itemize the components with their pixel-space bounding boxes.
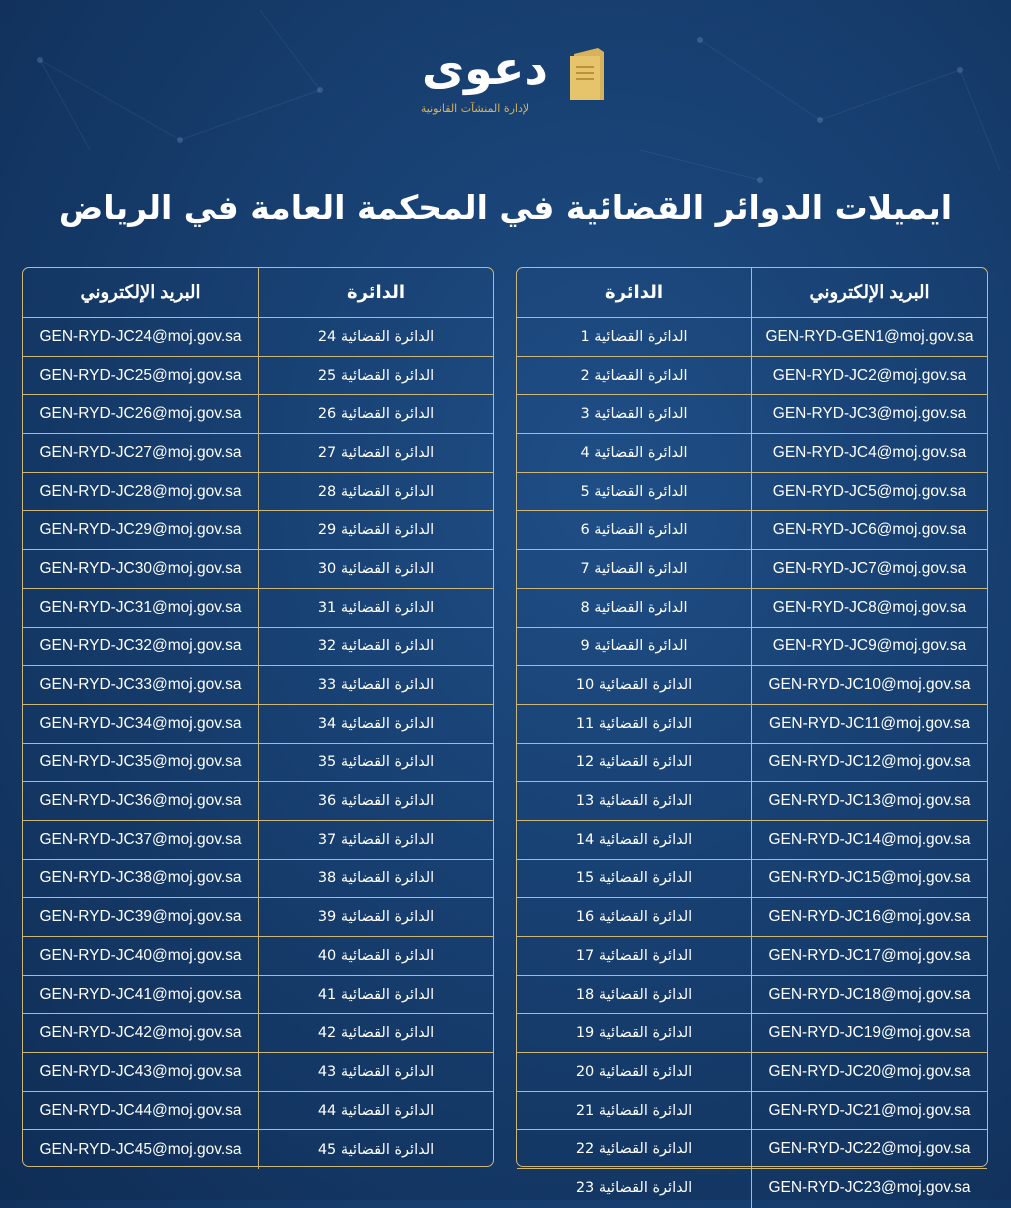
email-cell: GEN-RYD-JC42@moj.gov.sa [23, 1014, 259, 1052]
table-row [517, 976, 987, 1015]
table-row [517, 511, 987, 550]
email-cell: GEN-RYD-JC17@moj.gov.sa [751, 937, 987, 975]
table-row [517, 937, 987, 976]
book-icon [568, 44, 610, 102]
table-row [23, 821, 493, 860]
email-cell: GEN-RYD-JC25@moj.gov.sa [23, 357, 259, 395]
email-column-header: البريد الإلكتروني [23, 268, 259, 317]
circle-cell: الدائرة القضائية 3 [580, 406, 688, 423]
email-cell: GEN-RYD-JC32@moj.gov.sa [23, 628, 259, 666]
email-cell: GEN-RYD-JC27@moj.gov.sa [23, 434, 259, 472]
circle-cell: الدائرة القضائية 39 [317, 909, 435, 926]
table-row [517, 782, 987, 821]
table-row [23, 898, 493, 937]
table-row [517, 744, 987, 783]
emails-table-left [22, 267, 494, 1167]
email-cell: GEN-RYD-JC7@moj.gov.sa [751, 550, 987, 588]
circle-column-header: الدائرة [346, 282, 406, 303]
table-row [23, 1053, 493, 1092]
circle-cell: الدائرة القضائية 31 [317, 599, 435, 616]
email-cell: GEN-RYD-JC36@moj.gov.sa [23, 782, 259, 820]
table-row [517, 357, 987, 396]
email-cell: GEN-RYD-JC22@moj.gov.sa [751, 1130, 987, 1168]
circle-cell: الدائرة القضائية 2 [580, 367, 688, 384]
table-row [517, 666, 987, 705]
table-row [23, 318, 493, 357]
email-cell: GEN-RYD-GEN1@moj.gov.sa [751, 318, 987, 356]
circle-column-header: الدائرة [604, 282, 664, 303]
table-row [23, 550, 493, 589]
table-row [517, 473, 987, 512]
email-cell: GEN-RYD-JC31@moj.gov.sa [23, 589, 259, 627]
table-row [23, 511, 493, 550]
email-cell: GEN-RYD-JC37@moj.gov.sa [23, 821, 259, 859]
circle-cell: الدائرة القضائية 43 [317, 1063, 435, 1080]
circle-cell: الدائرة القضائية 23 [575, 1180, 693, 1197]
email-cell: GEN-RYD-JC40@moj.gov.sa [23, 937, 259, 975]
circle-cell: الدائرة القضائية 42 [317, 1025, 435, 1042]
table-row [23, 434, 493, 473]
email-cell: GEN-RYD-JC15@moj.gov.sa [751, 860, 987, 898]
email-cell: GEN-RYD-JC12@moj.gov.sa [751, 744, 987, 782]
circle-cell: الدائرة القضائية 28 [317, 483, 435, 500]
table-row [517, 705, 987, 744]
page-title: ايميلات الدوائر القضائية في المحكمة العامة في الرياض [58, 188, 953, 227]
table-row [23, 395, 493, 434]
table-row [517, 628, 987, 667]
email-cell: GEN-RYD-JC13@moj.gov.sa [751, 782, 987, 820]
table-row [517, 821, 987, 860]
table-row [23, 628, 493, 667]
circle-cell: الدائرة القضائية 9 [580, 638, 688, 655]
circle-cell: الدائرة القضائية 15 [575, 870, 693, 887]
email-cell: GEN-RYD-JC26@moj.gov.sa [23, 395, 259, 433]
circle-cell: الدائرة القضائية 34 [317, 715, 435, 732]
table-row [517, 1169, 987, 1208]
table-row [517, 1053, 987, 1092]
table-row [517, 434, 987, 473]
email-cell: GEN-RYD-JC6@moj.gov.sa [751, 511, 987, 549]
circle-cell: الدائرة القضائية 40 [317, 947, 435, 964]
circle-cell: الدائرة القضائية 25 [317, 367, 435, 384]
email-cell: GEN-RYD-JC21@moj.gov.sa [751, 1092, 987, 1130]
table-row [517, 1014, 987, 1053]
table-row [517, 1092, 987, 1131]
table-row [23, 357, 493, 396]
circle-cell: الدائرة القضائية 44 [317, 1102, 435, 1119]
circle-cell: الدائرة القضائية 13 [575, 793, 693, 810]
email-cell: GEN-RYD-JC23@moj.gov.sa [751, 1169, 987, 1208]
circle-cell: الدائرة القضائية 1 [580, 328, 688, 345]
email-cell: GEN-RYD-JC16@moj.gov.sa [751, 898, 987, 936]
email-cell: GEN-RYD-JC35@moj.gov.sa [23, 744, 259, 782]
table-row [23, 782, 493, 821]
email-cell: GEN-RYD-JC20@moj.gov.sa [751, 1053, 987, 1091]
email-cell: GEN-RYD-JC18@moj.gov.sa [751, 976, 987, 1014]
circle-cell: الدائرة القضائية 20 [575, 1063, 693, 1080]
circle-cell: الدائرة القضائية 8 [580, 599, 688, 616]
email-cell: GEN-RYD-JC11@moj.gov.sa [751, 705, 987, 743]
email-cell: GEN-RYD-JC3@moj.gov.sa [751, 395, 987, 433]
email-cell: GEN-RYD-JC5@moj.gov.sa [751, 473, 987, 511]
table-row [517, 318, 987, 357]
circle-cell: الدائرة القضائية 37 [317, 831, 435, 848]
circle-cell: الدائرة القضائية 45 [317, 1141, 435, 1158]
emails-table-right [516, 267, 988, 1197]
circle-cell: الدائرة القضائية 11 [575, 715, 693, 732]
circle-cell: الدائرة القضائية 19 [575, 1025, 693, 1042]
email-cell: GEN-RYD-JC45@moj.gov.sa [23, 1130, 259, 1169]
logo-wordmark: دعوى [421, 41, 549, 95]
circle-cell: الدائرة القضائية 5 [580, 483, 688, 500]
email-cell: GEN-RYD-JC44@moj.gov.sa [23, 1092, 259, 1130]
table-row [23, 1130, 493, 1169]
circle-cell: الدائرة القضائية 6 [580, 522, 688, 539]
circle-cell: الدائرة القضائية 7 [580, 560, 688, 577]
circle-cell: الدائرة القضائية 33 [317, 677, 435, 694]
table-row [517, 550, 987, 589]
circle-cell: الدائرة القضائية 32 [317, 638, 435, 655]
circle-cell: الدائرة القضائية 41 [317, 986, 435, 1003]
email-cell: GEN-RYD-JC38@moj.gov.sa [23, 860, 259, 898]
circle-cell: الدائرة القضائية 21 [575, 1102, 693, 1119]
email-cell: GEN-RYD-JC28@moj.gov.sa [23, 473, 259, 511]
table-row [23, 1014, 493, 1053]
circle-cell: الدائرة القضائية 14 [575, 831, 693, 848]
email-cell: GEN-RYD-JC19@moj.gov.sa [751, 1014, 987, 1052]
email-cell: GEN-RYD-JC30@moj.gov.sa [23, 550, 259, 588]
logo [410, 38, 610, 120]
circle-cell: الدائرة القضائية 16 [575, 909, 693, 926]
email-cell: GEN-RYD-JC34@moj.gov.sa [23, 705, 259, 743]
table-row [517, 860, 987, 899]
table-row [23, 976, 493, 1015]
email-cell: GEN-RYD-JC4@moj.gov.sa [751, 434, 987, 472]
table-header [517, 268, 987, 318]
table-row [517, 395, 987, 434]
table-header [23, 268, 493, 318]
email-column-header: البريد الإلكتروني [751, 268, 987, 317]
email-cell: GEN-RYD-JC10@moj.gov.sa [751, 666, 987, 704]
circle-cell: الدائرة القضائية 22 [575, 1141, 693, 1158]
table-row [23, 937, 493, 976]
email-cell: GEN-RYD-JC24@moj.gov.sa [23, 318, 259, 356]
table-row [23, 589, 493, 628]
email-cell: GEN-RYD-JC2@moj.gov.sa [751, 357, 987, 395]
email-cell: GEN-RYD-JC8@moj.gov.sa [751, 589, 987, 627]
table-row [23, 705, 493, 744]
email-cell: GEN-RYD-JC41@moj.gov.sa [23, 976, 259, 1014]
circle-cell: الدائرة القضائية 35 [317, 754, 435, 771]
table-row [23, 1092, 493, 1131]
table-row [23, 473, 493, 512]
email-cell: GEN-RYD-JC14@moj.gov.sa [751, 821, 987, 859]
logo-subtitle: لإدارة المنشآت القانونية [420, 102, 530, 115]
table-row [517, 898, 987, 937]
circle-cell: الدائرة القضائية 30 [317, 560, 435, 577]
circle-cell: الدائرة القضائية 12 [575, 754, 693, 771]
circle-cell: الدائرة القضائية 38 [317, 870, 435, 887]
circle-cell: الدائرة القضائية 36 [317, 793, 435, 810]
email-cell: GEN-RYD-JC33@moj.gov.sa [23, 666, 259, 704]
email-cell: GEN-RYD-JC29@moj.gov.sa [23, 511, 259, 549]
email-cell: GEN-RYD-JC9@moj.gov.sa [751, 628, 987, 666]
table-row [23, 744, 493, 783]
table-row [23, 666, 493, 705]
circle-cell: الدائرة القضائية 18 [575, 986, 693, 1003]
circle-cell: الدائرة القضائية 27 [317, 444, 435, 461]
circle-cell: الدائرة القضائية 10 [575, 677, 693, 694]
circle-cell: الدائرة القضائية 4 [580, 444, 688, 461]
circle-cell: الدائرة القضائية 29 [317, 522, 435, 539]
circle-cell: الدائرة القضائية 26 [317, 406, 435, 423]
table-row [517, 1130, 987, 1169]
table-row [517, 589, 987, 628]
circle-cell: الدائرة القضائية 24 [317, 328, 435, 345]
table-row [23, 860, 493, 899]
email-cell: GEN-RYD-JC43@moj.gov.sa [23, 1053, 259, 1091]
email-cell: GEN-RYD-JC39@moj.gov.sa [23, 898, 259, 936]
circle-cell: الدائرة القضائية 17 [575, 947, 693, 964]
